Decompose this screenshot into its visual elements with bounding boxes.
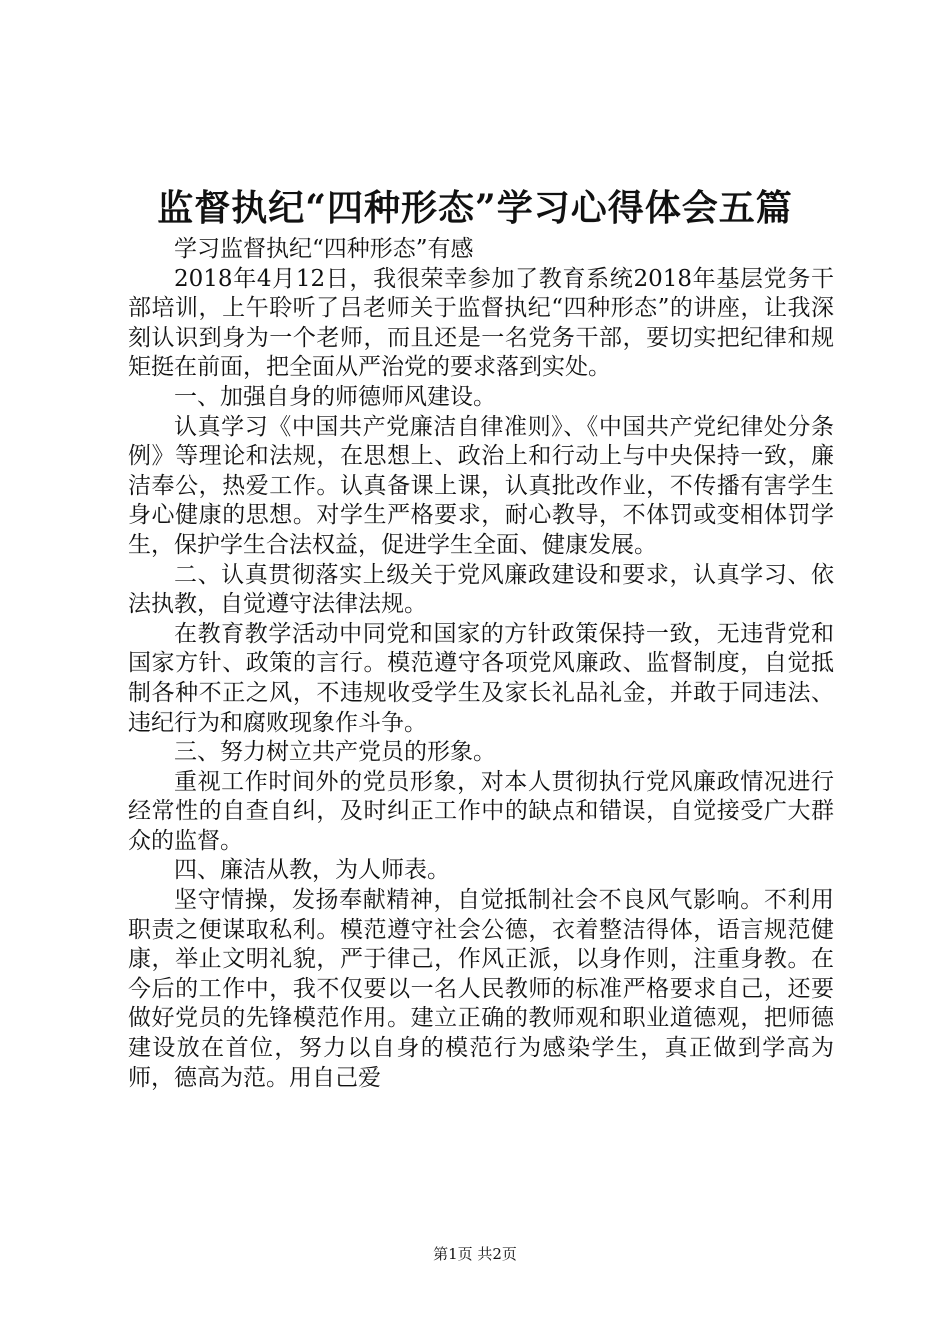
- document-body: [128, 235, 834, 1093]
- body-paragraph: 重视工作时间外的党员形象，对本人贯彻执行党风廉政情况进行经常性的自查自纠，及时纠正工作中的缺点和错误，自觉接受广大群众的监督。: [128, 768, 834, 854]
- body-paragraph: 在教育教学活动中同党和国家的方针政策保持一致，无违背党和国家方针、政策的言行。模范遵守各项党风廉政、监督制度，自觉抵制各种不正之风，不违规收受学生及家长礼品礼金，并敢于同违法、违纪行为和腐败现象作斗争。: [128, 620, 834, 736]
- page-number: 第1页 共2页: [433, 1245, 517, 1263]
- body-paragraph: 认真学习《中国共产党廉洁自律准则》、《中国共产党纪律处分条例》等理论和法规，在思想上、政治上和行动上与中央保持一致，廉洁奉公，热爱工作。认真备课上课，认真批改作业，不传播有害学生身心健康的思想。对学生严格要求，耐心教导，不体罚或变相体罚学生，保护学生合法权益，促进学生全面、健康发展。: [128, 413, 834, 558]
- section-heading: 四、廉洁从教，为人师表。: [174, 857, 450, 884]
- page-footer: [0, 1244, 950, 1264]
- document-title: 监督执纪“四种形态”学习心得体会五篇: [157, 187, 793, 229]
- section-heading: 一、加强自身的师德师风建设。: [174, 383, 496, 410]
- body-paragraph: 坚守情操，发扬奉献精神，自觉抵制社会不良风气影响。不利用职责之便谋取私利。模范遵守社会公德，衣着整洁得体，语言规范健康，举止文明礼貌，严于律己，作风正派，以身作则，注重身教。在今后的工作中，我不仅要以一名人民教师的标准严格要求自己，还要做好党员的先锋模范作用。建立正确的教师观和职业道德观，把师德建设放在首位，努力以自身的模范行为感染学生，真正做到学高为师，德高为范。用自己爱: [128, 887, 834, 1091]
- section-heading: 三、努力树立共产党员的形象。: [174, 739, 496, 766]
- body-paragraph: 2018年4月12日，我很荣幸参加了教育系统2018年基层党务干部培训，上午聆听了吕老师关于监督执纪“四种形态”的讲座，让我深刻认识到身为一个老师，而且还是一名党务干部，要切实把纪律和规矩挺在前面，把全面从严治党的要求落到实处。: [128, 265, 834, 381]
- subtitle-paragraph: 学习监督执纪“四种形态”有感: [174, 236, 474, 262]
- section-heading: 二、认真贯彻落实上级关于党风廉政建设和要求，认真学习、依法执教，自觉遵守法律法规。: [128, 561, 834, 618]
